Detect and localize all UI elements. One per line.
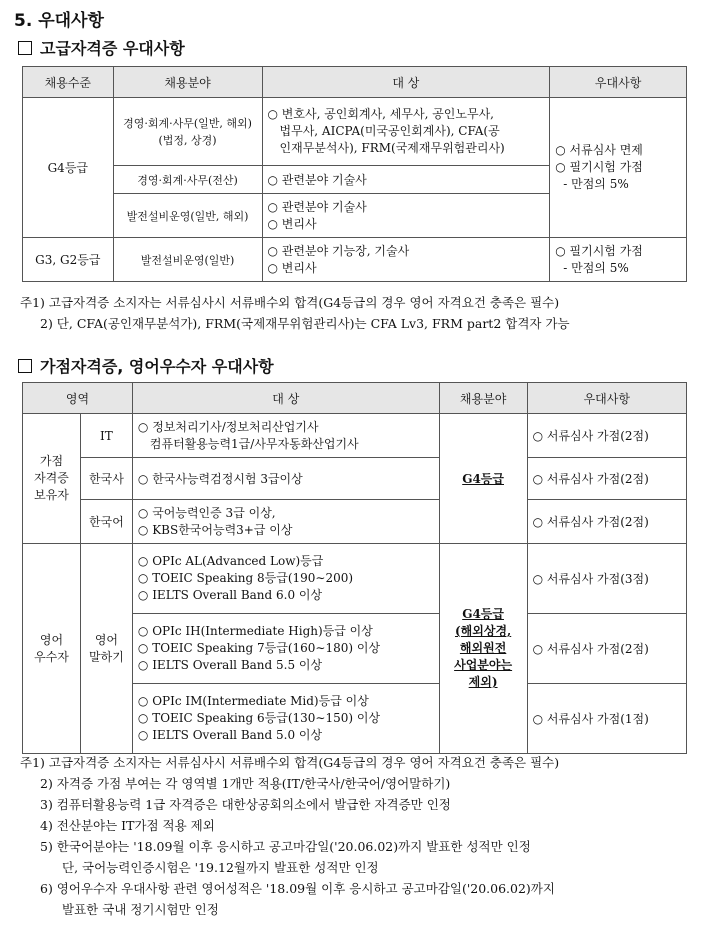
target-cell: ○ OPIc IM(Intermediate Mid)등급 이상 ○ TOEIC Speaking 6등급(130∼150) 이상 ○ IELTS Overall Band 5.0 이상 (132, 684, 439, 754)
subarea-cell: 한국사 (80, 458, 132, 500)
square-bullet-icon (18, 359, 32, 373)
target-cell: ○ 정보처리기사/정보처리산업기사 컴퓨터활용능력1급/사무자동화산업기사 (132, 414, 439, 458)
note-line: 5) 한국어분야는 '18.09월 이후 응시하고 공고마감일('20.06.02)까지 발표한 성적만 인정 (40, 839, 531, 854)
col-header: 채용분야 (113, 67, 262, 98)
note-line: 발표한 국내 정기시험만 인정 (62, 902, 219, 917)
table-header-row (23, 67, 687, 98)
col-header: 채용분야 (439, 383, 527, 414)
col-header: 대 상 (262, 67, 550, 98)
level-cell: G4등급 (23, 98, 114, 238)
preference-cell: ○ 서류심사 가점(2점) (527, 500, 686, 544)
table-row (23, 458, 687, 500)
field-cell: 경영·회계·사무(일반, 해외) (법정, 상경) (113, 98, 262, 166)
note-line: 2) 단, CFA(공인재무분석가), FRM(국제재무위험관리사)는 CFA Lv3, FRM part2 합격자 가능 (40, 316, 570, 331)
note-line: 3) 컴퓨터활용능력 1급 자격증은 대한상공회의소에서 발급한 자격증만 인정 (40, 797, 451, 812)
preference-cell: ○ 필기시험 가점 - 만점의 5% (550, 238, 687, 282)
note-line: 4) 전산분야는 IT가점 적용 제외 (40, 818, 215, 833)
preference-cell: ○ 서류심사 가점(2점) (527, 614, 686, 684)
table2-notes (20, 752, 559, 920)
note-line: 6) 영어우수자 우대사항 관련 영어성적은 '18.09월 이후 응시하고 공고마감일('20.06.02)까지 (40, 881, 555, 896)
target-cell: ○ 한국사능력검정시험 3급이상 (132, 458, 439, 500)
field-cell: 발전설비운영(일반) (113, 238, 262, 282)
target-cell: ○ 관련분야 기술사 ○ 변리사 (262, 194, 550, 238)
table-row (23, 98, 687, 166)
table1-notes (20, 292, 570, 334)
premium-cert-table (22, 66, 687, 282)
table-row (23, 414, 687, 458)
preference-cell: ○ 서류심사 가점(2점) (527, 458, 686, 500)
table-row (23, 238, 687, 282)
section-title: 5. 우대사항 (14, 11, 104, 31)
col-header: 채용수준 (23, 67, 114, 98)
area-cell: 영어 우수자 (23, 544, 81, 754)
target-cell: ○ OPIc IH(Intermediate High)등급 이상 ○ TOEIC Speaking 7등급(160∼180) 이상 ○ IELTS Overall Band 5.5 이상 (132, 614, 439, 684)
area-cell: 가점 자격증 보유자 (23, 414, 81, 544)
col-header: 우대사항 (550, 67, 687, 98)
subarea-cell: 한국어 (80, 500, 132, 544)
note-line: 단, 국어능력인증시험은 '19.12월까지 발표한 성적만 인정 (62, 860, 379, 875)
col-header: 대 상 (132, 383, 439, 414)
table-row (23, 500, 687, 544)
target-cell: ○ OPIc AL(Advanced Low)등급 ○ TOEIC Speaking 8등급(190∼200) ○ IELTS Overall Band 6.0 이상 (132, 544, 439, 614)
preference-cell: ○ 서류심사 가점(1점) (527, 684, 686, 754)
square-bullet-icon (18, 41, 32, 55)
target-cell: ○ 국어능력인증 3급 이상, ○ KBS한국어능력3+급 이상 (132, 500, 439, 544)
table-header-row (23, 383, 687, 414)
preference-cell: ○ 서류심사 가점(2점) (527, 414, 686, 458)
note-line: 주1) 고급자격증 소지자는 서류심사시 서류배수외 합격(G4등급의 경우 영어 자격요건 충족은 필수) (20, 755, 560, 770)
note-line: 2) 자격증 가점 부여는 각 영역별 1개만 적용(IT/한국사/한국어/영어말하기) (40, 776, 451, 791)
bonus-cert-table (22, 382, 687, 754)
target-cell: ○ 변호사, 공인회계사, 세무사, 공인노무사, 법무사, AICPA(미국공인회계사), CFA(공 인재무분석사), FRM(국제재무위험관리사) (262, 98, 550, 166)
table2-heading (18, 354, 274, 377)
subarea-cell: 영어 말하기 (80, 544, 132, 754)
target-cell: ○ 관련분야 기능장, 기술사 ○ 변리사 (262, 238, 550, 282)
preference-cell: ○ 서류심사 가점(3점) (527, 544, 686, 614)
col-header: 영역 (23, 383, 133, 414)
level-cell: G3, G2등급 (23, 238, 114, 282)
field-cell: 발전설비운영(일반, 해외) (113, 194, 262, 238)
table1-heading-text: 고급자격증 우대사항 (40, 39, 185, 58)
table1-heading (18, 36, 185, 59)
table-row (23, 544, 687, 614)
target-cell: ○ 관련분야 기술사 (262, 166, 550, 194)
subarea-cell: IT (80, 414, 132, 458)
field-cell: G4등급 (439, 414, 527, 544)
preference-cell: ○ 서류심사 면제 ○ 필기시험 가점 - 만점의 5% (550, 98, 687, 238)
table2-heading-text: 가점자격증, 영어우수자 우대사항 (40, 357, 274, 376)
field-cell: 경영·회계·사무(전산) (113, 166, 262, 194)
note-line: 주1) 고급자격증 소지자는 서류심사시 서류배수외 합격(G4등급의 경우 영어 자격요건 충족은 필수) (20, 295, 560, 310)
field-cell: G4등급 (해외상경, 해외원전 사업분야는 제외) (439, 544, 527, 754)
col-header: 우대사항 (527, 383, 686, 414)
